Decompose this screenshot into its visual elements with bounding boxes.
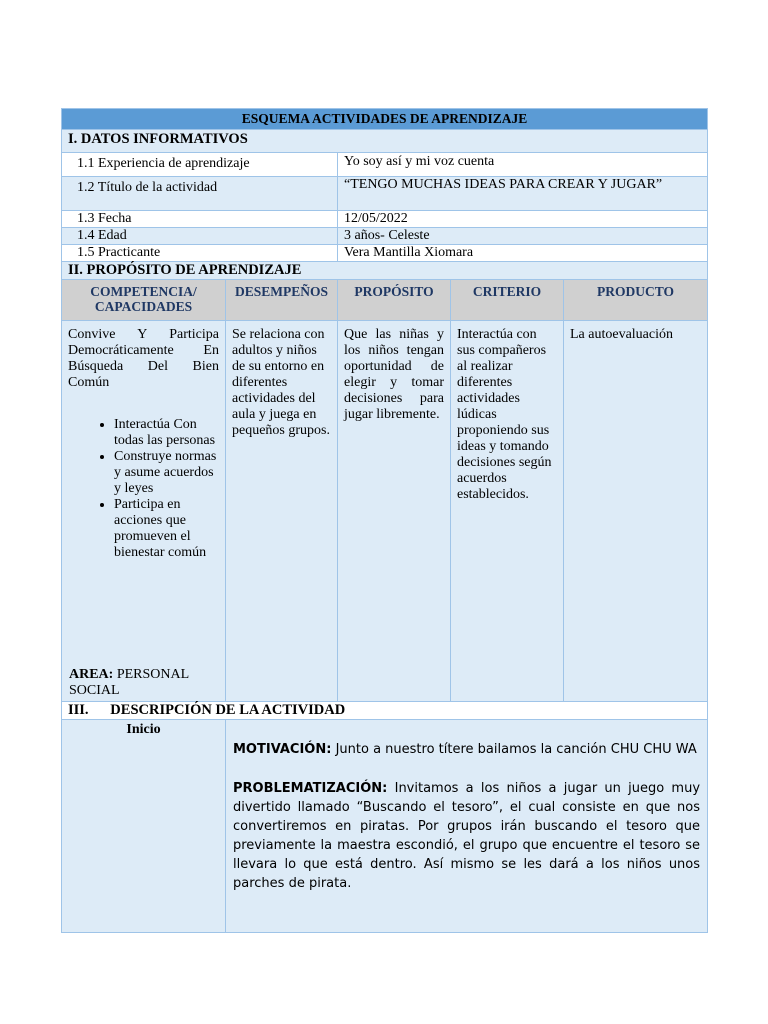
header-proposito: PROPÓSITO: [338, 280, 451, 321]
motivacion-text: Junto a nuestro títere bailamos la canción CHU CHU WA: [331, 742, 697, 757]
info-value-fecha: 12/05/2022: [338, 211, 708, 228]
producto-cell: La autoevaluación: [564, 321, 708, 702]
motivacion-paragraph: [233, 740, 700, 759]
header-criterio: CRITERIO: [451, 280, 564, 321]
proposito-cell: Que las niñas y los niños tengan oportunidad de elegir y tomar decisiones para jugar libremente.: [338, 321, 451, 702]
inicio-description-cell: [226, 720, 708, 933]
capacidad-item: • Participa en acciones que promueven el bienestar común: [114, 497, 219, 561]
problematizacion-paragraph: [233, 779, 700, 893]
header-desempenos: DESEMPEÑOS: [226, 280, 338, 321]
info-label-practicante: 1.5 Practicante: [62, 245, 338, 262]
info-label-edad: 1.4 Edad: [62, 228, 338, 245]
info-label-fecha: 1.3 Fecha: [62, 211, 338, 228]
info-value-practicante: Vera Mantilla Xiomara: [338, 245, 708, 262]
info-value-experiencia: Yo soy así y mi voz cuenta: [338, 153, 708, 177]
info-value-edad: 3 años- Celeste: [338, 228, 708, 245]
header-competencia: COMPETENCIA/ CAPACIDADES: [62, 280, 226, 321]
area-value: PERSONAL SOCIAL: [69, 667, 189, 698]
info-label-titulo: 1.2 Título de la actividad: [62, 177, 338, 211]
competencia-cell: [62, 321, 226, 702]
problematizacion-text: Invitamos a los niños a jugar un juego muy divertido llamado “Buscando el tesoro”, el cual consiste en que nos convertiremos en piratas. Por grupos irán buscando el tesoro que previamente la maestra escondió, el grupo que encuentre el tesoro se llevara lo que está dentro. Así mismo se les dará a los niños unos parches de pirata.: [233, 781, 701, 891]
capacidad-item: • Construye normas y asume acuerdos y leyes: [114, 449, 219, 497]
header-producto: PRODUCTO: [564, 280, 708, 321]
problematizacion-label: PROBLEMATIZACIÓN:: [233, 781, 388, 796]
criterio-cell: Interactúa con sus compañeros al realizar diferentes actividades lúdicas proponiendo sus ideas y tomando decisiones según acuerdos establecidos.: [451, 321, 564, 702]
capacidades-list: [68, 417, 219, 561]
document-title: ESQUEMA ACTIVIDADES DE APRENDIZAJE: [62, 109, 708, 130]
section-3-heading: III. DESCRIPCIÓN DE LA ACTIVIDAD: [62, 702, 708, 720]
section-1-heading: I. DATOS INFORMATIVOS: [62, 130, 708, 153]
capacidad-item: • Interactúa Con todas las personas: [114, 417, 219, 449]
phase-inicio-label: Inicio: [62, 720, 226, 933]
activity-schema-document: [61, 108, 707, 933]
area-line: [69, 667, 225, 699]
desempenos-cell: Se relaciona con adultos y niños de su entorno en diferentes actividades del aula y juega en pequeños grupos.: [226, 321, 338, 702]
section-2-heading: II. PROPÓSITO DE APRENDIZAJE: [62, 262, 708, 280]
schema-table: [61, 108, 708, 933]
area-label: AREA:: [69, 667, 114, 682]
motivacion-label: MOTIVACIÓN:: [233, 742, 332, 757]
info-value-titulo: “TENGO MUCHAS IDEAS PARA CREAR Y JUGAR”: [338, 177, 708, 211]
competencia-text: Convive Y Participa Democráticamente En Búsqueda Del Bien Común: [68, 327, 219, 390]
info-label-experiencia: 1.1 Experiencia de aprendizaje: [62, 153, 338, 177]
